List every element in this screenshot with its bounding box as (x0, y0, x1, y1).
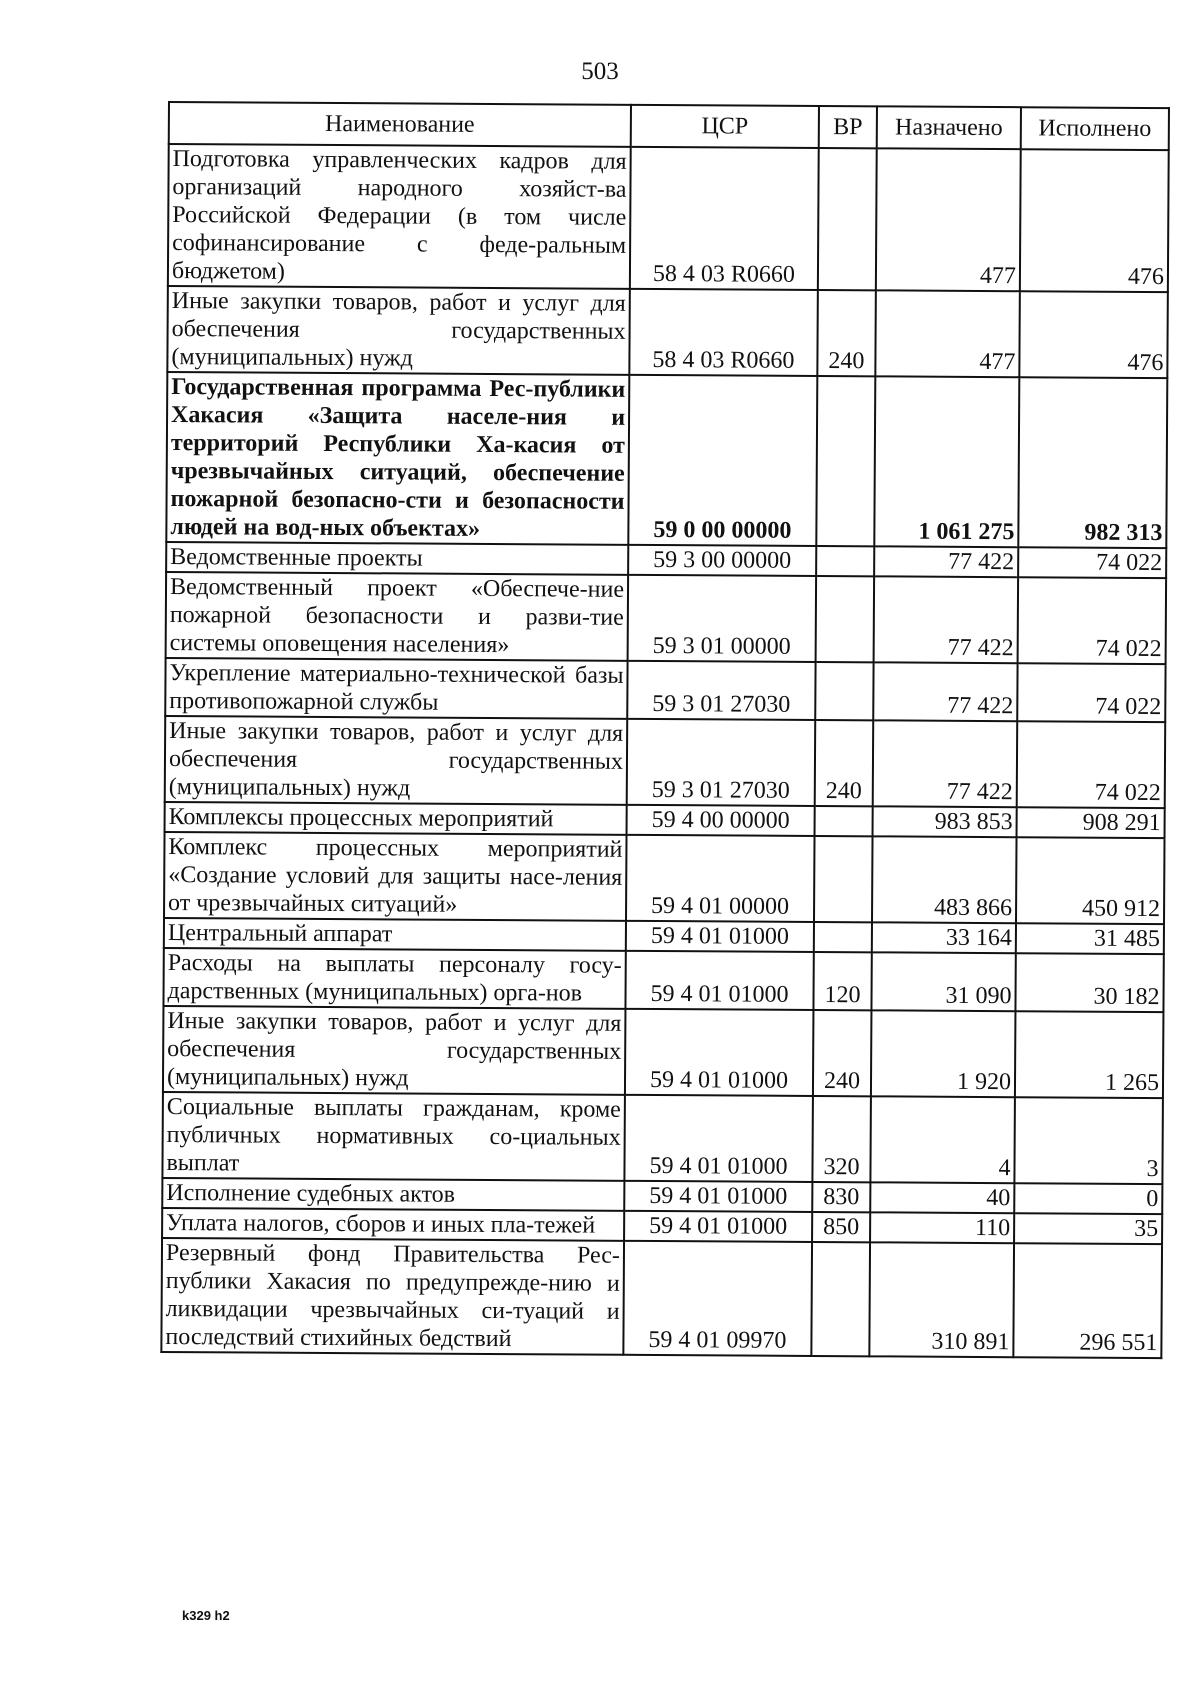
row-name: Иные закупки товаров, работ и услуг для обеспечения государственных (муниципальных) нужд (163, 1006, 626, 1095)
row-planned: 77 422 (874, 576, 1019, 663)
row-name: Уплата налогов, сборов и иных пла-тежей (162, 1208, 624, 1241)
table-row (167, 286, 1168, 378)
row-planned: 77 422 (873, 662, 1017, 721)
table-row (161, 1238, 1162, 1358)
row-executed: 296 551 (1013, 1243, 1162, 1358)
row-csr-code: 59 4 00 00000 (627, 805, 815, 836)
row-planned: 33 164 (872, 922, 1016, 953)
row-vr-code: 240 (813, 1010, 872, 1096)
row-vr-code (815, 806, 873, 836)
row-planned: 77 422 (873, 720, 1018, 807)
row-planned: 477 (875, 290, 1020, 377)
table-row (162, 1092, 1163, 1184)
row-name: Иные закупки товаров, работ и услуг для обеспечения государственных (муниципальных) нужд (165, 716, 628, 805)
row-executed: 982 313 (1018, 377, 1167, 548)
row-executed: 908 291 (1017, 807, 1165, 838)
row-executed: 74 022 (1017, 663, 1165, 722)
row-name: Ведомственные проекты (166, 542, 628, 575)
table-row (166, 572, 1167, 664)
table-row (168, 144, 1169, 292)
row-executed: 3 (1014, 1097, 1163, 1184)
row-vr-code: 830 (812, 1182, 870, 1212)
row-csr-code: 59 0 00 00000 (628, 375, 817, 546)
row-planned: 983 853 (873, 806, 1017, 837)
row-vr-code (814, 922, 872, 952)
row-planned: 1 061 275 (874, 376, 1019, 547)
row-executed: 74 022 (1017, 721, 1166, 808)
row-csr-code: 59 4 01 01000 (626, 921, 814, 952)
row-vr-code: 320 (812, 1096, 871, 1182)
row-name: Укрепление материально-технической базы противопожарной службы (165, 658, 627, 719)
table-row (165, 658, 1165, 722)
header-name: Наименование (169, 102, 631, 147)
row-planned: 477 (876, 148, 1021, 291)
row-csr-code: 58 4 03 R0660 (629, 289, 818, 376)
row-name: Комплекс процессных мероприятий «Создание условий для защиты насе-ления от чрезвычайных ситуаций» (164, 832, 627, 921)
row-executed: 31 485 (1016, 923, 1164, 954)
row-vr-code (814, 836, 873, 922)
row-vr-code: 850 (812, 1212, 870, 1242)
row-csr-code: 59 4 01 01000 (624, 1181, 812, 1212)
row-vr-code (811, 1242, 870, 1356)
row-csr-code: 59 4 01 01000 (625, 951, 813, 1010)
row-csr-code: 59 4 01 01000 (624, 1095, 813, 1182)
row-executed: 74 022 (1018, 577, 1167, 664)
row-name: Исполнение судебных актов (162, 1178, 624, 1211)
row-vr-code (816, 576, 875, 662)
row-executed: 450 912 (1016, 837, 1165, 924)
row-csr-code: 59 3 01 27030 (627, 661, 815, 720)
row-csr-code: 59 4 01 01000 (625, 1009, 814, 1096)
row-vr-code: 120 (813, 952, 871, 1010)
row-vr-code (816, 376, 875, 546)
row-csr-code: 59 4 01 00000 (626, 835, 815, 922)
row-vr-code: 240 (815, 720, 874, 806)
row-planned: 483 866 (872, 836, 1017, 923)
row-executed: 0 (1014, 1183, 1162, 1214)
row-planned: 77 422 (874, 546, 1018, 577)
row-name: Ведомственный проект «Обеспече-ние пожарной безопасности и разви-тие системы оповещения населения» (166, 572, 629, 661)
row-planned: 110 (870, 1212, 1014, 1243)
page-number: 503 (581, 58, 619, 85)
row-name: Иные закупки товаров, работ и услуг для обеспечения государственных (муниципальных) нужд (167, 286, 630, 375)
row-vr-code: 240 (817, 290, 876, 376)
table-header-row (169, 102, 1169, 150)
budget-table (160, 101, 1170, 1359)
row-csr-code: 59 3 00 00000 (628, 545, 816, 576)
table-row (163, 948, 1163, 1012)
row-executed: 74 022 (1018, 547, 1166, 578)
row-executed: 1 265 (1015, 1011, 1164, 1098)
row-name: Государственная программа Рес-публики Хакасия «Защита населе-ния и территорий Республики Ха-касия от чрезвычайных ситуаций, обеспечение пожарной безопасно-сти и безопасности людей на вод-ных объектах» (166, 372, 629, 545)
table-row (166, 372, 1167, 548)
header-executed: Исполнено (1021, 107, 1169, 150)
table-row (165, 716, 1166, 808)
row-csr-code: 59 4 01 09970 (623, 1241, 812, 1356)
row-executed: 476 (1019, 291, 1168, 378)
row-vr-code (818, 148, 877, 290)
row-executed: 30 182 (1015, 953, 1163, 1012)
header-vr: ВР (819, 106, 877, 148)
row-csr-code: 59 3 01 00000 (628, 575, 817, 662)
row-vr-code (815, 662, 873, 720)
row-name: Расходы на выплаты персоналу госу-дарственных (муниципальных) орга-нов (163, 948, 625, 1009)
row-planned: 4 (870, 1096, 1015, 1183)
row-planned: 31 090 (871, 952, 1015, 1011)
row-planned: 310 891 (869, 1242, 1014, 1357)
row-name: Социальные выплаты гражданам, кроме публичных нормативных со-циальных выплат (162, 1092, 625, 1181)
header-csr: ЦСР (631, 105, 819, 148)
table-row (164, 832, 1165, 924)
row-name: Центральный аппарат (164, 918, 626, 951)
row-name: Комплексы процессных мероприятий (165, 802, 627, 835)
row-csr-code: 58 4 03 R0660 (630, 147, 819, 290)
row-planned: 40 (870, 1182, 1014, 1213)
row-csr-code: 59 4 01 01000 (624, 1211, 812, 1242)
table-row (163, 1006, 1164, 1098)
row-executed: 476 (1020, 149, 1169, 292)
row-name: Резервный фонд Правительства Рес-публики Хакасия по предупрежде-нию и ликвидации чрезвычайных си-туаций и последствий стихийных бедствий (161, 1238, 624, 1355)
row-name: Подготовка управленческих кадров для организаций народного хозяйст-ва Российской Федерации (в том числе софинансирование с феде-ральным бюджетом) (168, 144, 631, 289)
row-executed: 35 (1014, 1213, 1162, 1244)
row-planned: 1 920 (871, 1010, 1016, 1097)
row-vr-code (816, 546, 874, 576)
footer-code: k329 h2 (182, 1608, 230, 1623)
header-planned: Назначено (877, 106, 1021, 149)
row-csr-code: 59 3 01 27030 (627, 719, 816, 806)
